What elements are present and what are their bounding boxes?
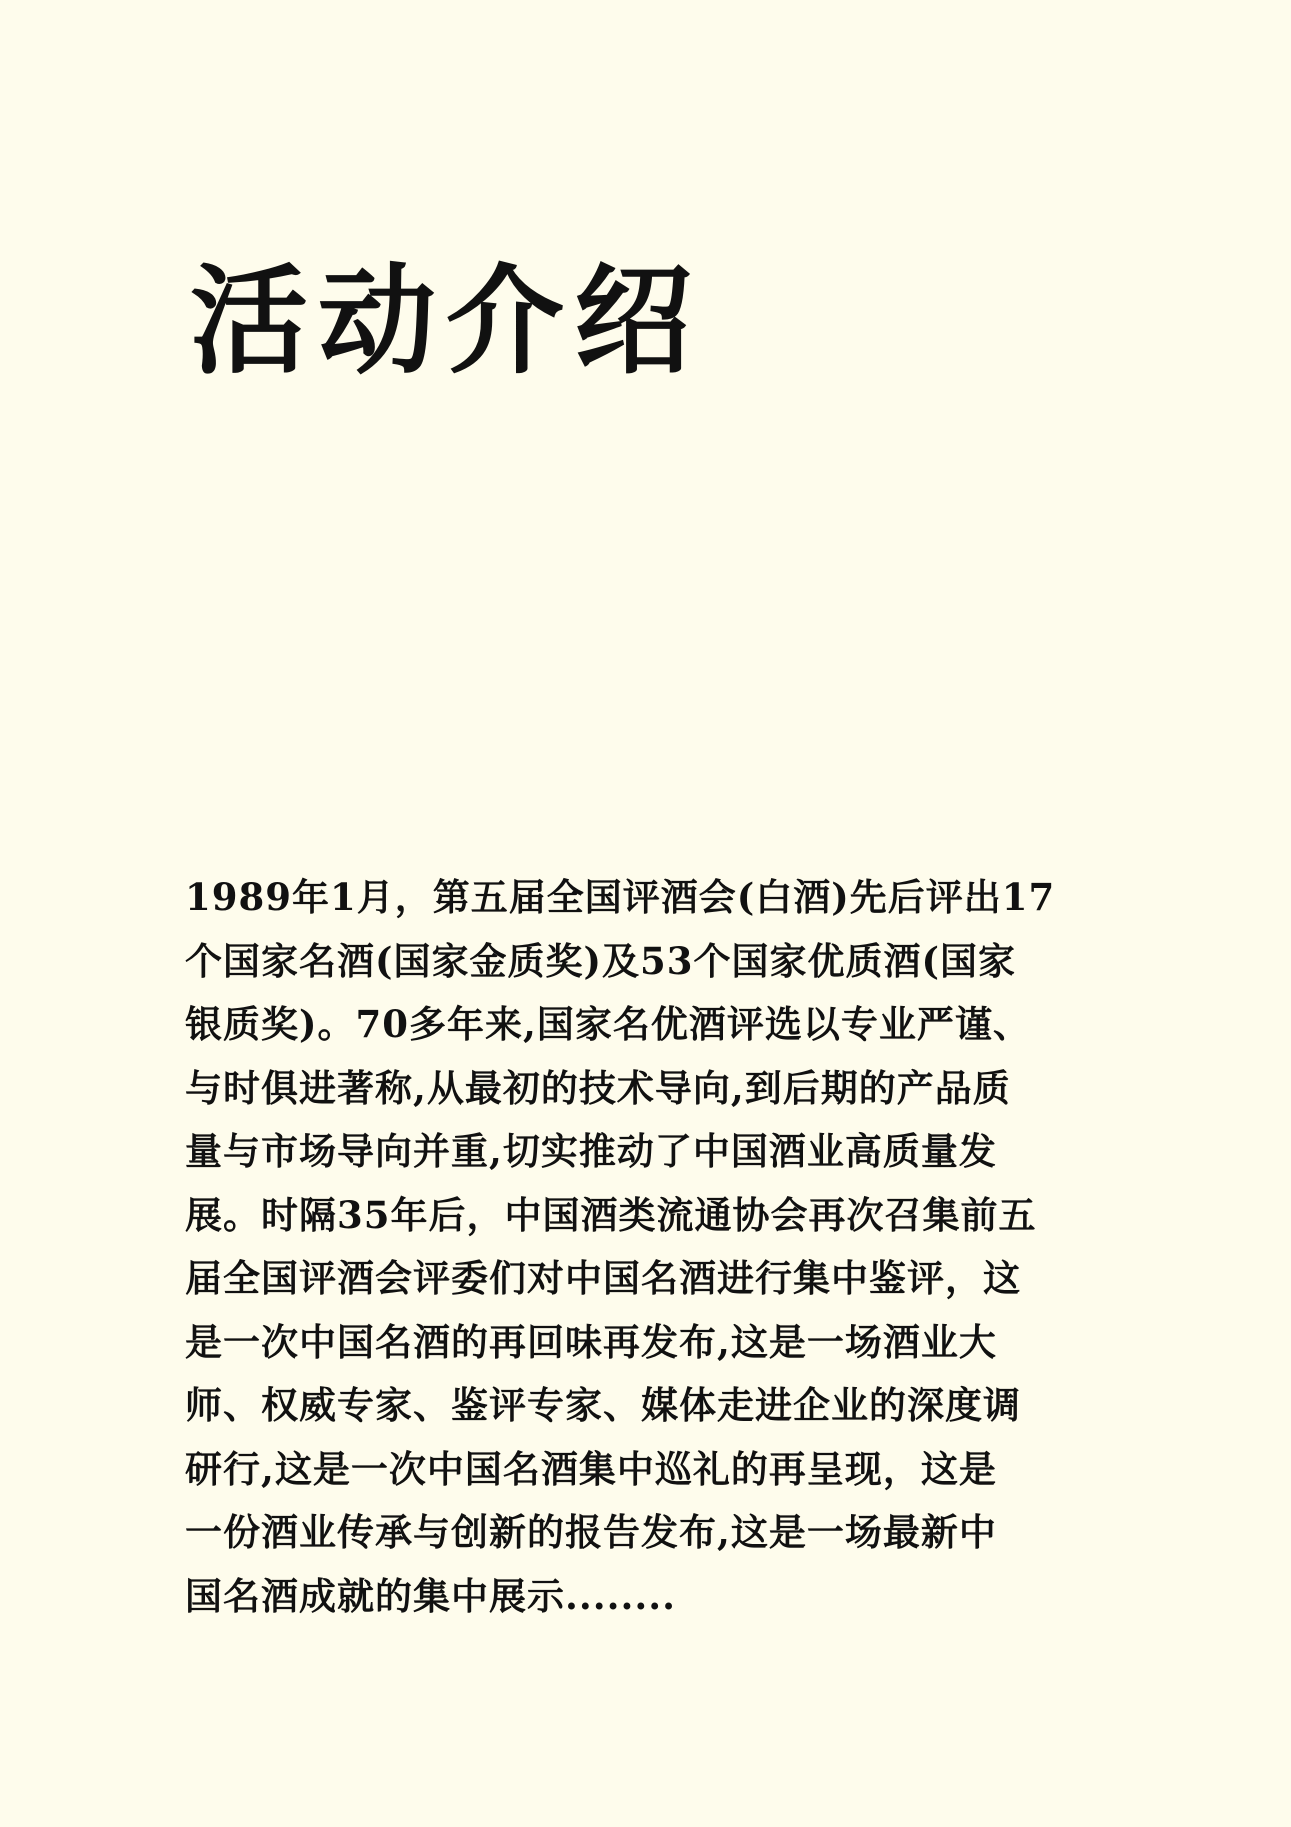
paragraph-line: 是一次中国名酒的再回味再发布,这是一场酒业大 [185, 1319, 997, 1364]
paragraph-line: 国名酒成就的集中展示........ [185, 1573, 677, 1618]
paragraph-line: 银质奖)。70多年来,国家名优酒评选以专业严谨、 [185, 1002, 1031, 1046]
paragraph-line: 一份酒业传承与创新的报告发布,这是一场最新中 [185, 1510, 997, 1554]
paragraph-line: 届全国评酒会评委们对中国名酒进行集中鉴评，这 [185, 1256, 1021, 1300]
page-title: 活动介绍 [190, 251, 703, 390]
paragraph-line: 与时俱进著称,从最初的技术导向,到后期的产品质 [185, 1065, 1011, 1110]
paragraph-line: 量与市场导向并重,切实推动了中国酒业高质量发 [185, 1129, 997, 1173]
paragraph-line: 师、权威专家、鉴评专家、媒体走进企业的深度调 [185, 1383, 1021, 1427]
paragraph-line: 研行,这是一次中国名酒集中巡礼的再呈现，这是 [185, 1446, 997, 1491]
paragraph-line: 个国家名酒(国家金质奖)及53个国家优质酒(国家 [185, 938, 1017, 983]
paragraph-line: 1989年1月，第五届全国评酒会(白酒)先后评出17 [185, 875, 1056, 919]
paragraph-line: 展。时隔35年后，中国酒类流通协会再次召集前五 [185, 1192, 1037, 1237]
intro-paragraph [185, 866, 1120, 1628]
